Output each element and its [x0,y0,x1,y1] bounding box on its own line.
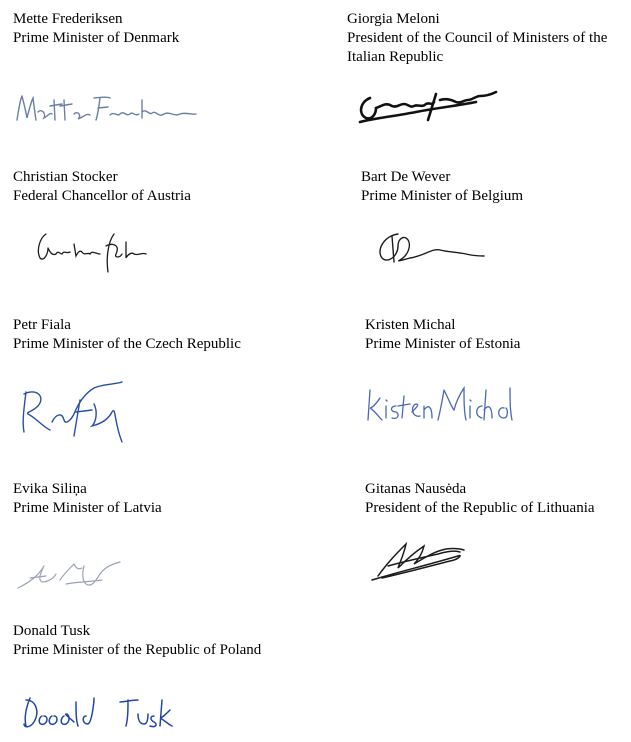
signature-estonia [366,384,516,424]
signatory-name: Gitanas Nausėda [365,481,467,497]
signatory-title: Prime Minister of the Republic of Poland [13,642,262,658]
signatory-denmark [13,10,179,48]
signature-lithuania [368,536,468,584]
signatory-name: Kristen Michal [365,317,456,333]
signature-denmark [14,90,199,130]
signature-poland [20,694,175,734]
signatory-estonia [365,316,520,354]
signatory-title: Prime Minister of Belgium [361,188,524,204]
signatory-name: Mette Frederiksen [13,11,123,27]
signatory-title: Prime Minister of Estonia [365,336,521,352]
signature-latvia [16,554,126,594]
signatory-title: Federal Chancellor of Austria [13,188,191,204]
signatory-title: Prime Minister of the Czech Republic [13,336,241,352]
signatory-title: President of the Republic of Lithuania [365,500,595,516]
signature-italy [356,86,501,126]
signatory-lithuania [365,480,595,518]
signature-austria [34,228,154,278]
signatory-poland [13,622,261,660]
signatory-name: Giorgia Meloni [347,11,440,27]
signatory-name: Christian Stocker [13,169,118,185]
signatory-italy [347,10,622,67]
signatory-belgium [361,168,523,206]
signatory-latvia [13,480,162,518]
signatory-czechia [13,316,241,354]
signature-czechia [18,382,128,444]
signatory-austria [13,168,191,206]
signatory-title: Prime Minister of Latvia [13,500,162,516]
signatory-name: Donald Tusk [13,623,91,639]
signatory-name: Petr Fiala [13,317,71,333]
signatory-name: Evika Siliņa [13,481,87,497]
signatory-title: Prime Minister of Denmark [13,30,180,46]
signatory-name: Bart De Wever [361,169,451,185]
signature-belgium [376,230,486,266]
signatory-title: President of the Council of Ministers of the Italian Republic [347,30,608,65]
